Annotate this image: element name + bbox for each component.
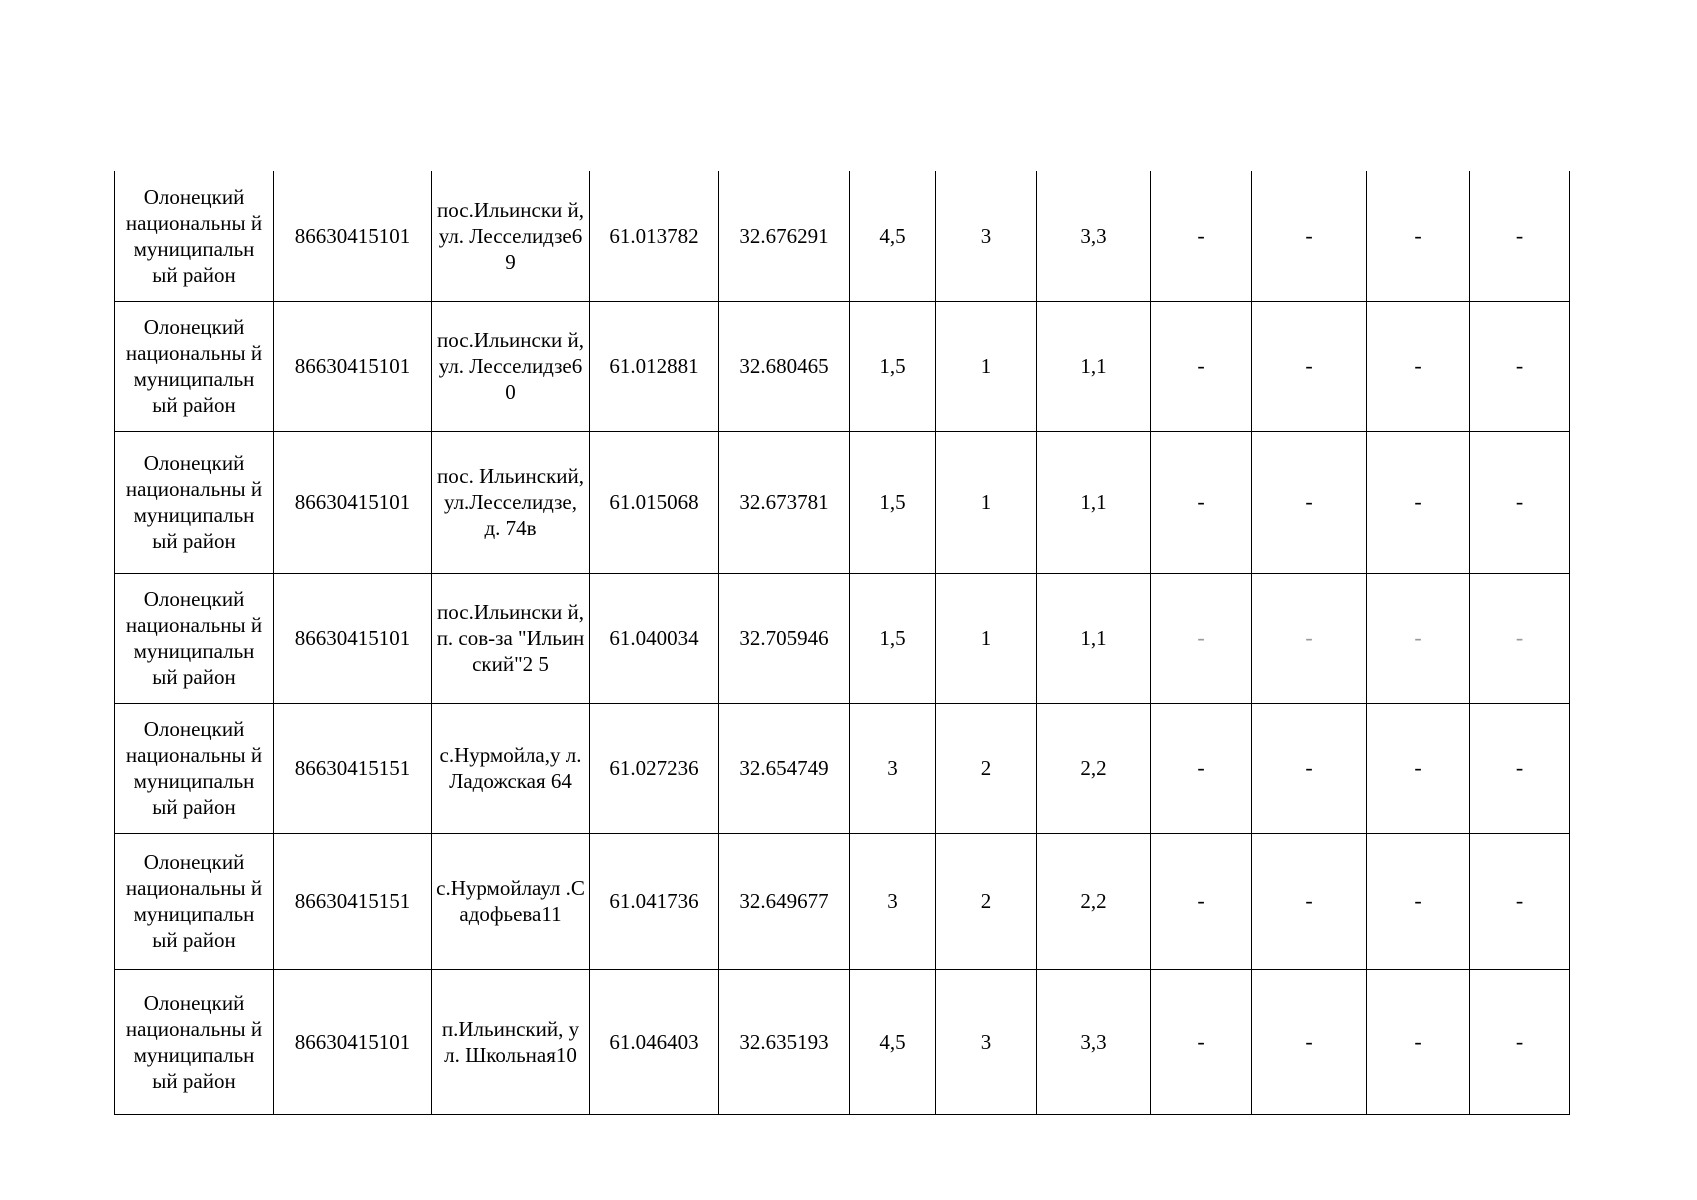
cell-value-2: 3 bbox=[936, 969, 1037, 1114]
cell-dash: - bbox=[1470, 301, 1570, 431]
cell-address: пос.Ильински й,ул. Лесселидзе60 bbox=[432, 301, 590, 431]
table-row bbox=[115, 969, 1570, 1114]
cell-dash: - bbox=[1367, 833, 1470, 969]
cell-dash: - bbox=[1151, 171, 1252, 301]
cell-dash: - bbox=[1470, 833, 1570, 969]
table-row bbox=[115, 301, 1570, 431]
cell-latitude: 61.015068 bbox=[590, 431, 719, 573]
cell-dash: - bbox=[1470, 703, 1570, 833]
cell-latitude: 61.046403 bbox=[590, 969, 719, 1114]
cell-value-3: 1,1 bbox=[1037, 573, 1151, 703]
cell-longitude: 32.676291 bbox=[719, 171, 850, 301]
cell-latitude: 61.027236 bbox=[590, 703, 719, 833]
cell-value-3: 3,3 bbox=[1037, 171, 1151, 301]
cell-value-1: 3 bbox=[850, 833, 936, 969]
cell-longitude: 32.705946 bbox=[719, 573, 850, 703]
cell-dash: - bbox=[1367, 573, 1470, 703]
cell-value-3: 1,1 bbox=[1037, 431, 1151, 573]
cell-dash: - bbox=[1367, 703, 1470, 833]
cell-district: Олонецкий национальны й муниципальн ый район bbox=[115, 171, 274, 301]
cell-value-3: 1,1 bbox=[1037, 301, 1151, 431]
cell-district: Олонецкий национальны й муниципальн ый район bbox=[115, 703, 274, 833]
cell-dash: - bbox=[1151, 833, 1252, 969]
cell-dash: - bbox=[1367, 969, 1470, 1114]
table-row bbox=[115, 171, 1570, 301]
cell-value-1: 1,5 bbox=[850, 431, 936, 573]
cell-address: с.Нурмойла,у л. Ладожская 64 bbox=[432, 703, 590, 833]
cell-dash: - bbox=[1252, 573, 1367, 703]
table-row bbox=[115, 573, 1570, 703]
cell-value-2: 1 bbox=[936, 301, 1037, 431]
cell-dash: - bbox=[1151, 703, 1252, 833]
cell-value-1: 1,5 bbox=[850, 573, 936, 703]
table-row bbox=[115, 833, 1570, 969]
cell-address: с.Нурмойлаул .Садофьева11 bbox=[432, 833, 590, 969]
cell-district: Олонецкий национальны й муниципальн ый район bbox=[115, 969, 274, 1114]
cell-dash: - bbox=[1151, 969, 1252, 1114]
cell-longitude: 32.680465 bbox=[719, 301, 850, 431]
cell-oktmo: 86630415101 bbox=[274, 431, 432, 573]
cell-value-2: 1 bbox=[936, 431, 1037, 573]
cell-value-3: 3,3 bbox=[1037, 969, 1151, 1114]
cell-dash: - bbox=[1252, 833, 1367, 969]
cell-district: Олонецкий национальны й муниципальн ый район bbox=[115, 833, 274, 969]
cell-dash: - bbox=[1470, 573, 1570, 703]
cell-latitude: 61.041736 bbox=[590, 833, 719, 969]
cell-oktmo: 86630415101 bbox=[274, 969, 432, 1114]
cell-value-2: 2 bbox=[936, 703, 1037, 833]
cell-longitude: 32.649677 bbox=[719, 833, 850, 969]
cell-dash: - bbox=[1252, 969, 1367, 1114]
cell-district: Олонецкий национальны й муниципальн ый район bbox=[115, 301, 274, 431]
cell-oktmo: 86630415101 bbox=[274, 573, 432, 703]
cell-longitude: 32.673781 bbox=[719, 431, 850, 573]
cell-dash: - bbox=[1470, 431, 1570, 573]
cell-latitude: 61.013782 bbox=[590, 171, 719, 301]
cell-value-1: 3 bbox=[850, 703, 936, 833]
cell-district: Олонецкий национальны й муниципальн ый район bbox=[115, 431, 274, 573]
cell-dash: - bbox=[1252, 171, 1367, 301]
cell-dash: - bbox=[1470, 171, 1570, 301]
cell-dash: - bbox=[1151, 301, 1252, 431]
table-row bbox=[115, 703, 1570, 833]
cell-latitude: 61.040034 bbox=[590, 573, 719, 703]
cell-value-2: 2 bbox=[936, 833, 1037, 969]
cell-dash: - bbox=[1367, 301, 1470, 431]
cell-dash: - bbox=[1252, 703, 1367, 833]
cell-value-3: 2,2 bbox=[1037, 833, 1151, 969]
data-table bbox=[114, 171, 1570, 1115]
cell-value-1: 4,5 bbox=[850, 969, 936, 1114]
cell-latitude: 61.012881 bbox=[590, 301, 719, 431]
cell-address: пос.Ильински й,п. сов-за "Ильинский"2 5 bbox=[432, 573, 590, 703]
cell-longitude: 32.635193 bbox=[719, 969, 850, 1114]
cell-value-2: 3 bbox=[936, 171, 1037, 301]
cell-address: пос.Ильински й,ул. Лесселидзе69 bbox=[432, 171, 590, 301]
cell-address: пос. Ильинский, ул.Лесселидзе, д. 74в bbox=[432, 431, 590, 573]
cell-dash: - bbox=[1252, 431, 1367, 573]
cell-dash: - bbox=[1252, 301, 1367, 431]
cell-district: Олонецкий национальны й муниципальн ый район bbox=[115, 573, 274, 703]
cell-address: п.Ильинский, ул. Школьная10 bbox=[432, 969, 590, 1114]
cell-longitude: 32.654749 bbox=[719, 703, 850, 833]
cell-value-1: 4,5 bbox=[850, 171, 936, 301]
cell-oktmo: 86630415101 bbox=[274, 301, 432, 431]
cell-oktmo: 86630415151 bbox=[274, 833, 432, 969]
cell-dash: - bbox=[1367, 171, 1470, 301]
cell-oktmo: 86630415151 bbox=[274, 703, 432, 833]
cell-dash: - bbox=[1151, 573, 1252, 703]
cell-value-1: 1,5 bbox=[850, 301, 936, 431]
cell-value-2: 1 bbox=[936, 573, 1037, 703]
table-row bbox=[115, 431, 1570, 573]
cell-dash: - bbox=[1470, 969, 1570, 1114]
cell-oktmo: 86630415101 bbox=[274, 171, 432, 301]
cell-dash: - bbox=[1367, 431, 1470, 573]
cell-dash: - bbox=[1151, 431, 1252, 573]
cell-value-3: 2,2 bbox=[1037, 703, 1151, 833]
